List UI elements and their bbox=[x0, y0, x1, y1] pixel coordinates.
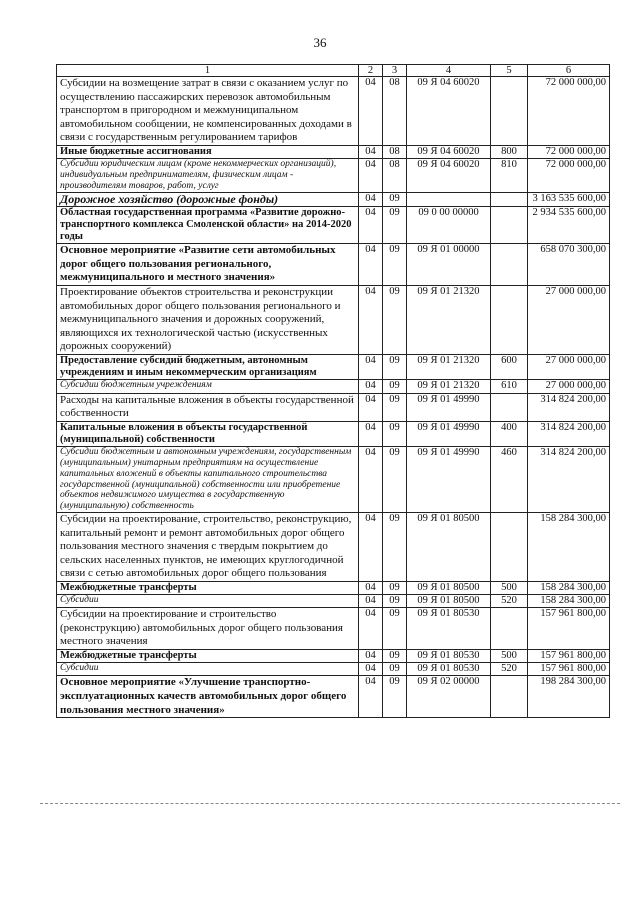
row-section-code: 04 bbox=[359, 192, 383, 206]
row-section-code: 04 bbox=[359, 77, 383, 146]
table-row bbox=[57, 512, 610, 581]
page-number: 36 bbox=[313, 35, 327, 50]
page-bottom-rule bbox=[40, 803, 620, 804]
table-row bbox=[57, 650, 610, 663]
row-subsection-code: 09 bbox=[383, 285, 407, 354]
row-subsection-code: 09 bbox=[383, 354, 407, 379]
table-row bbox=[57, 581, 610, 594]
row-expense-type-code bbox=[491, 285, 528, 354]
row-description: Основное мероприятие «Улучшение транспортно-эксплуатационных качеств автомобильных дорог общего пользования местного значения» bbox=[57, 676, 359, 718]
row-description: Субсидии на возмещение затрат в связи с оказанием услуг по осуществлению пассажирских перевозок автомобильным транспортом в пригородном и межмуниципальном автомобильном сообщении, не компенсированных доходами в связи с государственным регулированием тарифов bbox=[57, 77, 359, 146]
row-section-code: 04 bbox=[359, 285, 383, 354]
row-description: Основное мероприятие «Развитие сети автомобильных дорог общего пользования регионального, межмуниципального и местного значения» bbox=[57, 244, 359, 286]
row-subsection-code: 09 bbox=[383, 650, 407, 663]
row-expense-type-code: 500 bbox=[491, 581, 528, 594]
table-row bbox=[57, 421, 610, 446]
row-amount: 198 284 300,00 bbox=[528, 676, 610, 718]
row-expense-type-code: 400 bbox=[491, 421, 528, 446]
row-expense-type-code bbox=[491, 192, 528, 206]
row-expense-type-code bbox=[491, 393, 528, 421]
row-description: Субсидии на проектирование, строительство, реконструкцию, капитальный ремонт и ремонт автомобильных дорог общего пользования местного значения с твердым покрытием до сельских населенных пунктов, не имеющих круглогодичной связи с сетью автомобильных дорог общего пользования bbox=[57, 512, 359, 581]
row-description: Субсидии бюджетным и автономным учреждениям, государственным (муниципальным) унитарным предприятиям на осуществление капитальных вложений в объекты капитального строительства государственной (муниципальной) собственности или приобретение объектов недвижимого имущества в государственную (муниципальную) собственность bbox=[57, 447, 359, 513]
row-section-code: 04 bbox=[359, 354, 383, 379]
header-section: 2 bbox=[359, 65, 383, 77]
row-section-code: 04 bbox=[359, 159, 383, 192]
row-target-item-code: 09 Я 01 49990 bbox=[407, 421, 491, 446]
row-section-code: 04 bbox=[359, 421, 383, 446]
row-amount: 158 284 300,00 bbox=[528, 581, 610, 594]
row-target-item-code: 09 Я 04 60020 bbox=[407, 77, 491, 146]
table-row bbox=[57, 380, 610, 393]
row-description: Предоставление субсидий бюджетным, автономным учреждениям и иным некоммерческим организациям bbox=[57, 354, 359, 379]
table-row bbox=[57, 192, 610, 206]
row-amount: 158 284 300,00 bbox=[528, 512, 610, 581]
row-subsection-code: 09 bbox=[383, 581, 407, 594]
table-row bbox=[57, 595, 610, 608]
row-subsection-code: 09 bbox=[383, 192, 407, 206]
table-row bbox=[57, 145, 610, 158]
table-row bbox=[57, 285, 610, 354]
row-subsection-code: 09 bbox=[383, 676, 407, 718]
header-description: 1 bbox=[57, 65, 359, 77]
row-expense-type-code bbox=[491, 676, 528, 718]
row-expense-type-code: 520 bbox=[491, 595, 528, 608]
row-amount: 158 284 300,00 bbox=[528, 595, 610, 608]
table-row bbox=[57, 244, 610, 286]
row-description: Расходы на капитальные вложения в объекты государственной собственности bbox=[57, 393, 359, 421]
row-description: Областная государственная программа «Развитие дорожно-транспортного комплекса Смоленской области» на 2014-2020 годы bbox=[57, 206, 359, 244]
row-expense-type-code: 500 bbox=[491, 650, 528, 663]
row-section-code: 04 bbox=[359, 650, 383, 663]
header-target-item: 4 bbox=[407, 65, 491, 77]
row-amount: 72 000 000,00 bbox=[528, 145, 610, 158]
row-section-code: 04 bbox=[359, 676, 383, 718]
row-section-code: 04 bbox=[359, 512, 383, 581]
table-row bbox=[57, 206, 610, 244]
budget-table bbox=[56, 64, 610, 718]
row-expense-type-code: 520 bbox=[491, 663, 528, 676]
row-amount: 72 000 000,00 bbox=[528, 77, 610, 146]
row-amount: 2 934 535 600,00 bbox=[528, 206, 610, 244]
row-amount: 27 000 000,00 bbox=[528, 354, 610, 379]
row-subsection-code: 09 bbox=[383, 393, 407, 421]
row-amount: 157 961 800,00 bbox=[528, 608, 610, 650]
row-subsection-code: 09 bbox=[383, 608, 407, 650]
row-description: Дорожное хозяйство (дорожные фонды) bbox=[57, 192, 359, 206]
row-section-code: 04 bbox=[359, 393, 383, 421]
row-description: Межбюджетные трансферты bbox=[57, 650, 359, 663]
row-section-code: 04 bbox=[359, 447, 383, 513]
row-amount: 157 961 800,00 bbox=[528, 650, 610, 663]
row-subsection-code: 08 bbox=[383, 145, 407, 158]
row-target-item-code bbox=[407, 192, 491, 206]
row-section-code: 04 bbox=[359, 663, 383, 676]
row-description: Капитальные вложения в объекты государственной (муниципальной) собственности bbox=[57, 421, 359, 446]
row-subsection-code: 08 bbox=[383, 159, 407, 192]
row-section-code: 04 bbox=[359, 608, 383, 650]
row-expense-type-code: 460 bbox=[491, 447, 528, 513]
row-description: Субсидии на проектирование и строительство (реконструкцию) автомобильных дорог общего пользования местного значения bbox=[57, 608, 359, 650]
row-amount: 314 824 200,00 bbox=[528, 447, 610, 513]
table-row bbox=[57, 608, 610, 650]
row-subsection-code: 09 bbox=[383, 244, 407, 286]
row-expense-type-code bbox=[491, 244, 528, 286]
row-expense-type-code bbox=[491, 608, 528, 650]
row-description: Межбюджетные трансферты bbox=[57, 581, 359, 594]
row-section-code: 04 bbox=[359, 145, 383, 158]
row-amount: 72 000 000,00 bbox=[528, 159, 610, 192]
row-target-item-code: 09 Я 01 80530 bbox=[407, 650, 491, 663]
table-row bbox=[57, 354, 610, 379]
row-amount: 27 000 000,00 bbox=[528, 285, 610, 354]
row-section-code: 04 bbox=[359, 581, 383, 594]
row-target-item-code: 09 Я 01 49990 bbox=[407, 447, 491, 513]
row-target-item-code: 09 0 00 00000 bbox=[407, 206, 491, 244]
row-subsection-code: 09 bbox=[383, 447, 407, 513]
row-subsection-code: 09 bbox=[383, 206, 407, 244]
header-subsection: 3 bbox=[383, 65, 407, 77]
row-target-item-code: 09 Я 01 21320 bbox=[407, 380, 491, 393]
header-amount: 6 bbox=[528, 65, 610, 77]
row-description: Проектирование объектов строительства и реконструкции автомобильных дорог общего пользования регионального и межмуниципального значения и дорожных сооружений, являющихся их технологической частью (искусственных дорожных сооружений) bbox=[57, 285, 359, 354]
row-target-item-code: 09 Я 01 21320 bbox=[407, 285, 491, 354]
row-target-item-code: 09 Я 04 60020 bbox=[407, 145, 491, 158]
row-subsection-code: 08 bbox=[383, 77, 407, 146]
row-amount: 314 824 200,00 bbox=[528, 421, 610, 446]
row-expense-type-code bbox=[491, 206, 528, 244]
table-row bbox=[57, 663, 610, 676]
row-target-item-code: 09 Я 04 60020 bbox=[407, 159, 491, 192]
row-target-item-code: 09 Я 01 21320 bbox=[407, 354, 491, 379]
table-row bbox=[57, 393, 610, 421]
table-row bbox=[57, 77, 610, 146]
row-target-item-code: 09 Я 02 00000 bbox=[407, 676, 491, 718]
table-row bbox=[57, 447, 610, 513]
row-target-item-code: 09 Я 01 80500 bbox=[407, 595, 491, 608]
table-row bbox=[57, 676, 610, 718]
row-target-item-code: 09 Я 01 49990 bbox=[407, 393, 491, 421]
row-description: Субсидии bbox=[57, 663, 359, 676]
row-expense-type-code bbox=[491, 77, 528, 146]
row-subsection-code: 09 bbox=[383, 380, 407, 393]
row-expense-type-code: 600 bbox=[491, 354, 528, 379]
row-target-item-code: 09 Я 01 80530 bbox=[407, 608, 491, 650]
row-target-item-code: 09 Я 01 80530 bbox=[407, 663, 491, 676]
row-amount: 314 824 200,00 bbox=[528, 393, 610, 421]
row-description: Иные бюджетные ассигнования bbox=[57, 145, 359, 158]
row-amount: 157 961 800,00 bbox=[528, 663, 610, 676]
row-target-item-code: 09 Я 01 80500 bbox=[407, 512, 491, 581]
table-row bbox=[57, 159, 610, 192]
row-expense-type-code bbox=[491, 512, 528, 581]
row-subsection-code: 09 bbox=[383, 663, 407, 676]
row-section-code: 04 bbox=[359, 244, 383, 286]
row-amount: 3 163 535 600,00 bbox=[528, 192, 610, 206]
row-expense-type-code: 610 bbox=[491, 380, 528, 393]
row-amount: 658 070 300,00 bbox=[528, 244, 610, 286]
row-expense-type-code: 810 bbox=[491, 159, 528, 192]
row-description: Субсидии bbox=[57, 595, 359, 608]
row-amount: 27 000 000,00 bbox=[528, 380, 610, 393]
row-section-code: 04 bbox=[359, 380, 383, 393]
table-header-row bbox=[57, 65, 610, 77]
row-target-item-code: 09 Я 01 00000 bbox=[407, 244, 491, 286]
row-section-code: 04 bbox=[359, 595, 383, 608]
table-body bbox=[57, 77, 610, 718]
row-section-code: 04 bbox=[359, 206, 383, 244]
row-expense-type-code: 800 bbox=[491, 145, 528, 158]
row-subsection-code: 09 bbox=[383, 421, 407, 446]
header-expense-type: 5 bbox=[491, 65, 528, 77]
row-subsection-code: 09 bbox=[383, 512, 407, 581]
row-target-item-code: 09 Я 01 80500 bbox=[407, 581, 491, 594]
row-subsection-code: 09 bbox=[383, 595, 407, 608]
row-description: Субсидии бюджетным учреждениям bbox=[57, 380, 359, 393]
row-description: Субсидии юридическим лицам (кроме некоммерческих организаций), индивидуальным предпринимателям, физическим лицам - производителям товаров, работ, услуг bbox=[57, 159, 359, 192]
